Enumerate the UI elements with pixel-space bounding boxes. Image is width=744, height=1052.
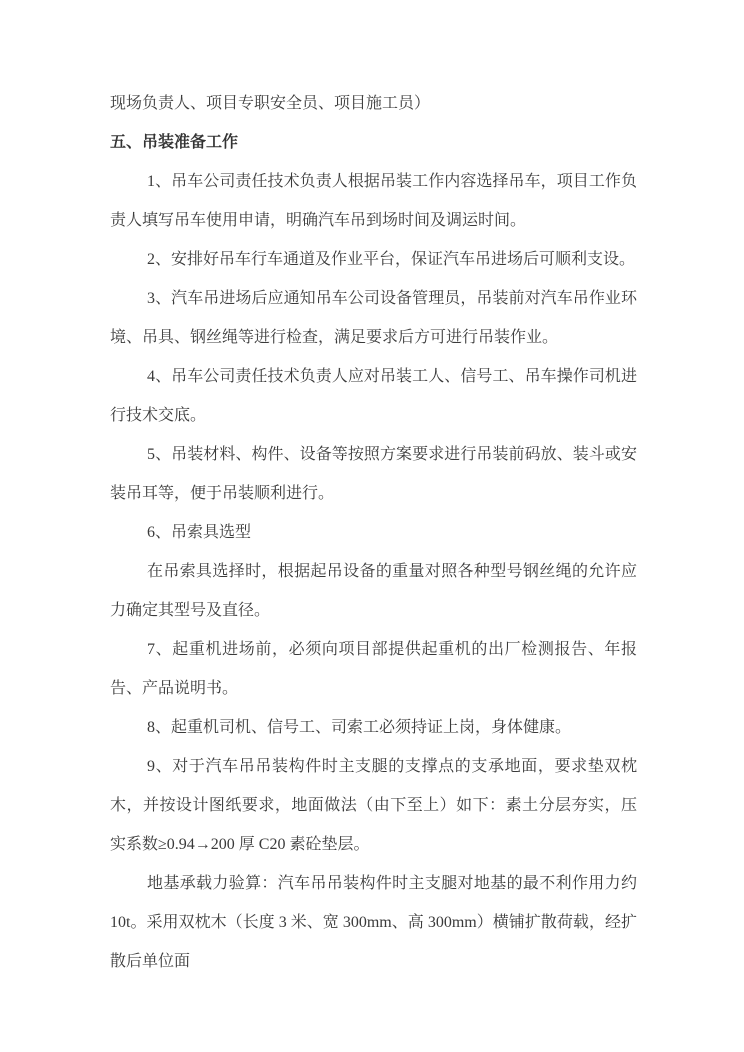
- paragraph-item-4: 4、吊车公司责任技术负责人应对吊装工人、信号工、吊车操作司机进行技术交底。: [110, 368, 637, 424]
- paragraph-item-8: 8、起重机司机、信号工、司索工必须持证上岗，身体健康。: [147, 719, 572, 736]
- paragraph-item-3: 3、汽车吊进场后应通知吊车公司设备管理员，吊装前对汽车吊作业环境、吊具、钢丝绳等进行检查，满足要求后方可进行吊装作业。: [110, 290, 637, 346]
- paragraph-item-7: 7、起重机进场前，必须向项目部提供起重机的出厂检测报告、年报告、产品说明书。: [110, 641, 637, 697]
- paragraph-item-5: 5、吊装材料、构件、设备等按照方案要求进行吊装前码放、装斗或安装吊耳等，便于吊装顺利进行。: [110, 446, 637, 502]
- paragraph-item-2: 2、安排好吊车行车通道及作业平台，保证汽车吊进场后可顺利支设。: [147, 251, 636, 268]
- paragraph-foundation-check: 地基承载力验算：汽车吊吊装构件时主支腿对地基的最不利作用力约 10t。采用双枕木（长度 3 米、宽 300mm、高 300mm）横铺扩散荷载，经扩散后单位面: [110, 875, 637, 970]
- paragraph-item-9: 9、对于汽车吊吊装构件时主支腿的支撑点的支承地面，要求垫双枕木，并按设计图纸要求，地面做法（由下至上）如下：素土分层夯实，压实系数≥0.94→200 厚 C20 素砼垫层。: [110, 758, 637, 853]
- paragraph-item-6-detail: 在吊索具选择时，根据起吊设备的重量对照各种型号钢丝绳的允许应力确定其型号及直径。: [110, 563, 637, 619]
- document-body: [110, 84, 637, 981]
- section-heading: 五、吊装准备工作: [110, 134, 239, 151]
- paragraph-item-6: 6、吊索具选型: [147, 524, 252, 541]
- paragraph-item-1: 1、吊车公司责任技术负责人根据吊装工作内容选择吊车，项目工作负责人填写吊车使用申请，明确汽车吊到场时间及调运时间。: [110, 173, 637, 229]
- continuation-text: 现场负责人、项目专职安全员、项目施工员）: [110, 95, 431, 112]
